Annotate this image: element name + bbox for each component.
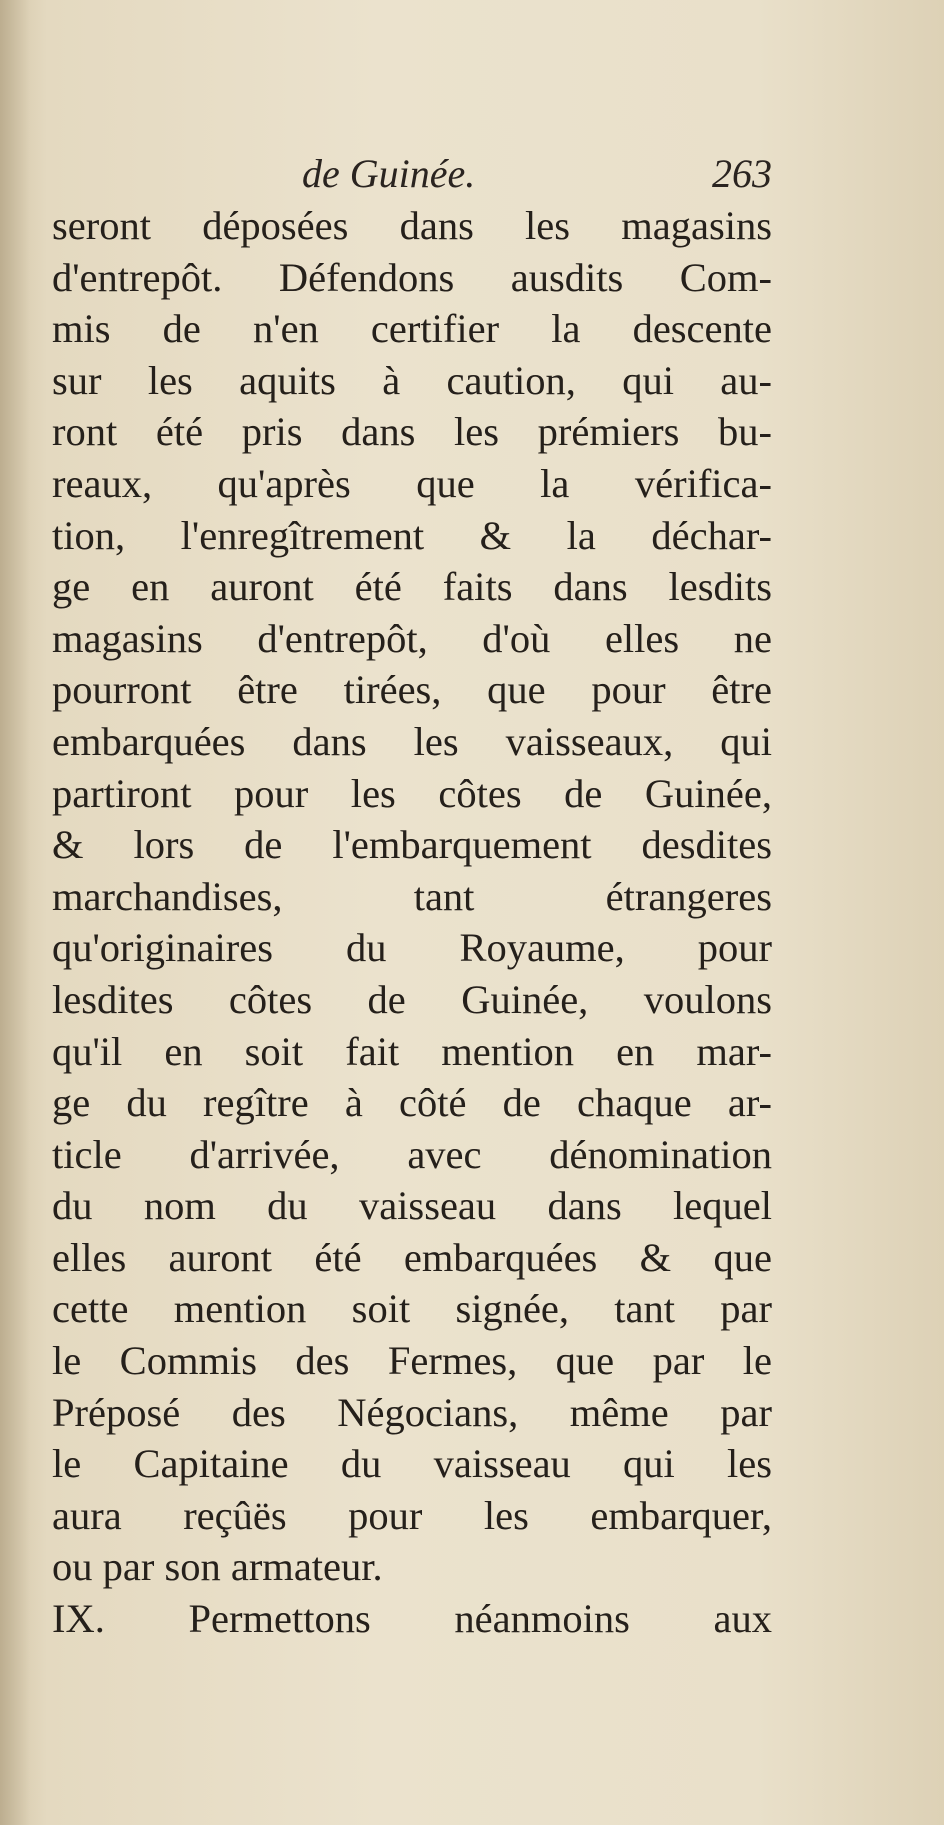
text-line: tion, l'enregîtrement & la déchar- [52,512,772,558]
text-line: sur les aquits à caution, qui au- [52,357,772,403]
text-line: ge du regître à côté de chaque ar- [52,1080,772,1126]
text-line: lesdites côtes de Guinée, voulons [52,976,772,1022]
text-line: du nom du vaisseau dans lequel [52,1183,772,1229]
running-title: de Guinée. [302,151,476,196]
text-line: & lors de l'embarquement desdites [52,822,772,868]
text-line: seront déposées dans les magasins [52,203,772,248]
text-line: mis de n'en certifier la descente [52,306,772,352]
text-line: elles auront été embarquées & que [52,1234,772,1280]
text-line: ront été pris dans les prémiers bu- [52,409,772,455]
text-line: cette mention soit signée, tant par [52,1286,772,1332]
text-line: IX. Permettons néanmoins aux [52,1596,772,1642]
text-line: Préposé des Négocians, même par [52,1389,772,1435]
text-line: le Capitaine du vaisseau qui les [52,1441,772,1487]
text-line: d'entrepôt. Défendons ausdits Com- [52,254,772,300]
text-line: partiront pour les côtes de Guinée, [52,770,772,816]
text-line: reaux, qu'après que la vérifica- [52,460,772,506]
text-line: qu'il en soit fait mention en mar- [52,1028,772,1074]
text-line: ou par son armateur. [52,1544,383,1590]
text-line: ge en auront été faits dans lesdits [52,564,772,610]
text-line: pourront être tirées, que pour être [52,667,772,713]
text-line: ticle d'arrivée, avec dénomination [52,1131,772,1177]
body-text [52,200,772,1645]
text-line: marchandises, tant étrangeres [52,873,772,919]
text-line: embarquées dans les vaisseaux, qui [52,718,772,764]
page-number: 263 [712,151,772,196]
text-line: qu'originaires du Royaume, pour [52,925,772,971]
text-line: aura reçûës pour les embarquer, [52,1492,772,1538]
text-line: le Commis des Fermes, que par le [52,1338,772,1384]
text-line: magasins d'entrepôt, d'où elles ne [52,615,772,661]
